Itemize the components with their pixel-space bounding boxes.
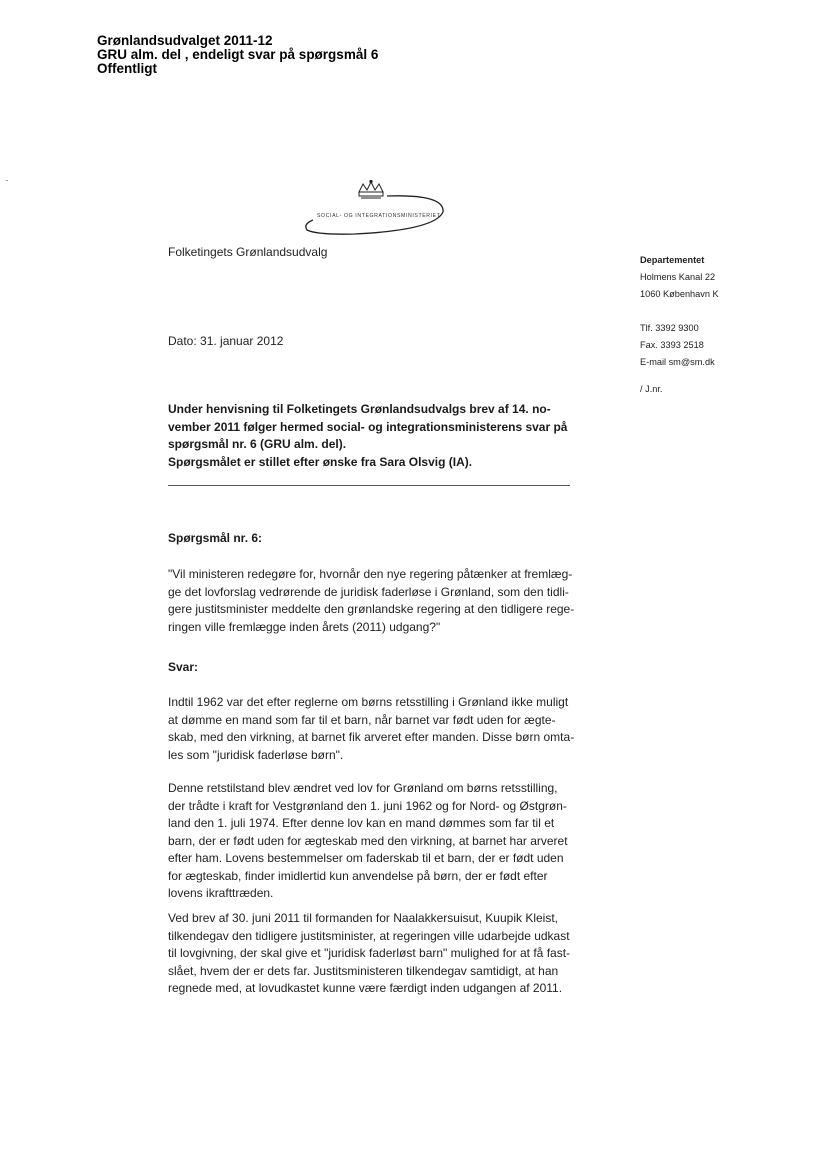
paragraph-line: for ægteskab, finder imidlertid kun anvendelse på børn, der er født efter [168,868,548,883]
paragraph-line: skab, med den virkning, at barnet fik arveret efter manden. Disse børn omta- [168,730,575,744]
section-divider [168,485,570,486]
intro-line: vember 2011 følger hermed social- og integrationsministerens svar på [168,419,568,434]
ministry-logo [295,180,455,242]
paragraph-line: tilkendegav den tidligere justitsminister, at regeringen ville udarbejde udkast [168,928,570,943]
question-line: "Vil ministeren redegøre for, hvornår den nye regering påtænker at fremlæg- [168,567,573,581]
letter-date: Dato: 31. januar 2012 [168,334,284,348]
recipient-name: Folketingets Grønlandsudvalg [168,245,328,259]
paragraph-line: efter ham. Lovens bestemmelser om faderskab til et barn, der er født uden [168,851,564,865]
intro-paragraph [168,401,578,471]
paragraph-line: les som "juridisk faderløse børn". [168,747,344,762]
paragraph-line: Ved brev af 30. juni 2011 til formanden for Naalakkersuisut, Kuupik Kleist, [168,911,558,925]
sender-phone: Tlf. 3392 9300 [640,323,699,333]
paragraph-line: til lovgivning, der skal give et "juridisk faderløst barn" mulighed for at få fast- [168,946,571,960]
question-line: gere justitsminister meddelte den grønlandske regering at den tidligere rege- [168,602,575,616]
question-heading: Spørgsmål nr. 6: [168,531,263,545]
intro-line: Under henvisning til Folketingets Grønlandsudvalgs brev af 14. no- [168,402,551,416]
intro-line: spørgsmål nr. 6 (GRU alm. del). [168,437,347,451]
sender-fax: Fax. 3393 2518 [640,340,704,350]
sender-address-block [640,252,810,398]
paragraph-line: regnede med, at lovudkastet kunne være færdigt inden udgangen af 2011. [168,981,563,995]
paragraph-line: Denne retstilstand blev ændret ved lov for Grønland om børns retsstilling, [168,781,558,795]
question-line: ge det lovforslag vedrørende de juridisk faderløse i Grønland, som den tidli- [168,584,569,599]
public-label: Offentligt [97,61,157,76]
question-line: ringen ville fremlægge inden årets (2011) udgang?" [168,619,441,634]
committee-title: Grønlandsudvalget 2011-12 [97,33,273,48]
crown-emblem-icon [295,180,455,242]
sender-email: E-mail sm@sm.dk [640,357,715,367]
intro-line: Spørgsmålet er stillet efter ønske fra Sara Olsvig (IA). [168,454,473,469]
answer-paragraph-1 [168,694,578,764]
document-reference: GRU alm. del , endeligt svar på spørgsmål 6 [97,47,379,62]
paragraph-line: Indtil 1962 var det efter reglerne om børns retsstilling i Grønland ikke muligt [168,695,569,709]
paragraph-line: barn, der er født uden for ægteskab med den virkning, at barnet har arveret [168,833,568,848]
paragraph-line: der trådte i kraft for Vestgrønland den 1. juni 1962 og for Nord- og Østgrøn- [168,798,567,813]
scan-mark [6,180,8,181]
answer-paragraph-2 [168,780,578,903]
paragraph-line: land den 1. juli 1974. Efter denne lov kan en mand dømmes som far til et [168,816,555,830]
document-header-stamp [97,34,378,76]
sender-street: Holmens Kanal 22 [640,272,716,282]
paragraph-line: lovens ikrafttræden. [168,886,274,900]
journal-number: / J.nr. [640,384,663,394]
sender-department: Departementet [640,255,705,265]
question-text [168,566,578,636]
ministry-name-text: SOCIAL- OG INTEGRATIONSMINISTERIET [317,213,441,219]
answer-heading: Svar: [168,660,199,674]
sender-city: 1060 København K [640,289,719,299]
answer-paragraph-3 [168,910,578,998]
paragraph-line: slået, hvem der er dets far. Justitsministeren tilkendegav samtidigt, at han [168,963,559,978]
paragraph-line: at dømme en mand som far til et barn, når barnet var født uden for ægte- [168,712,556,727]
